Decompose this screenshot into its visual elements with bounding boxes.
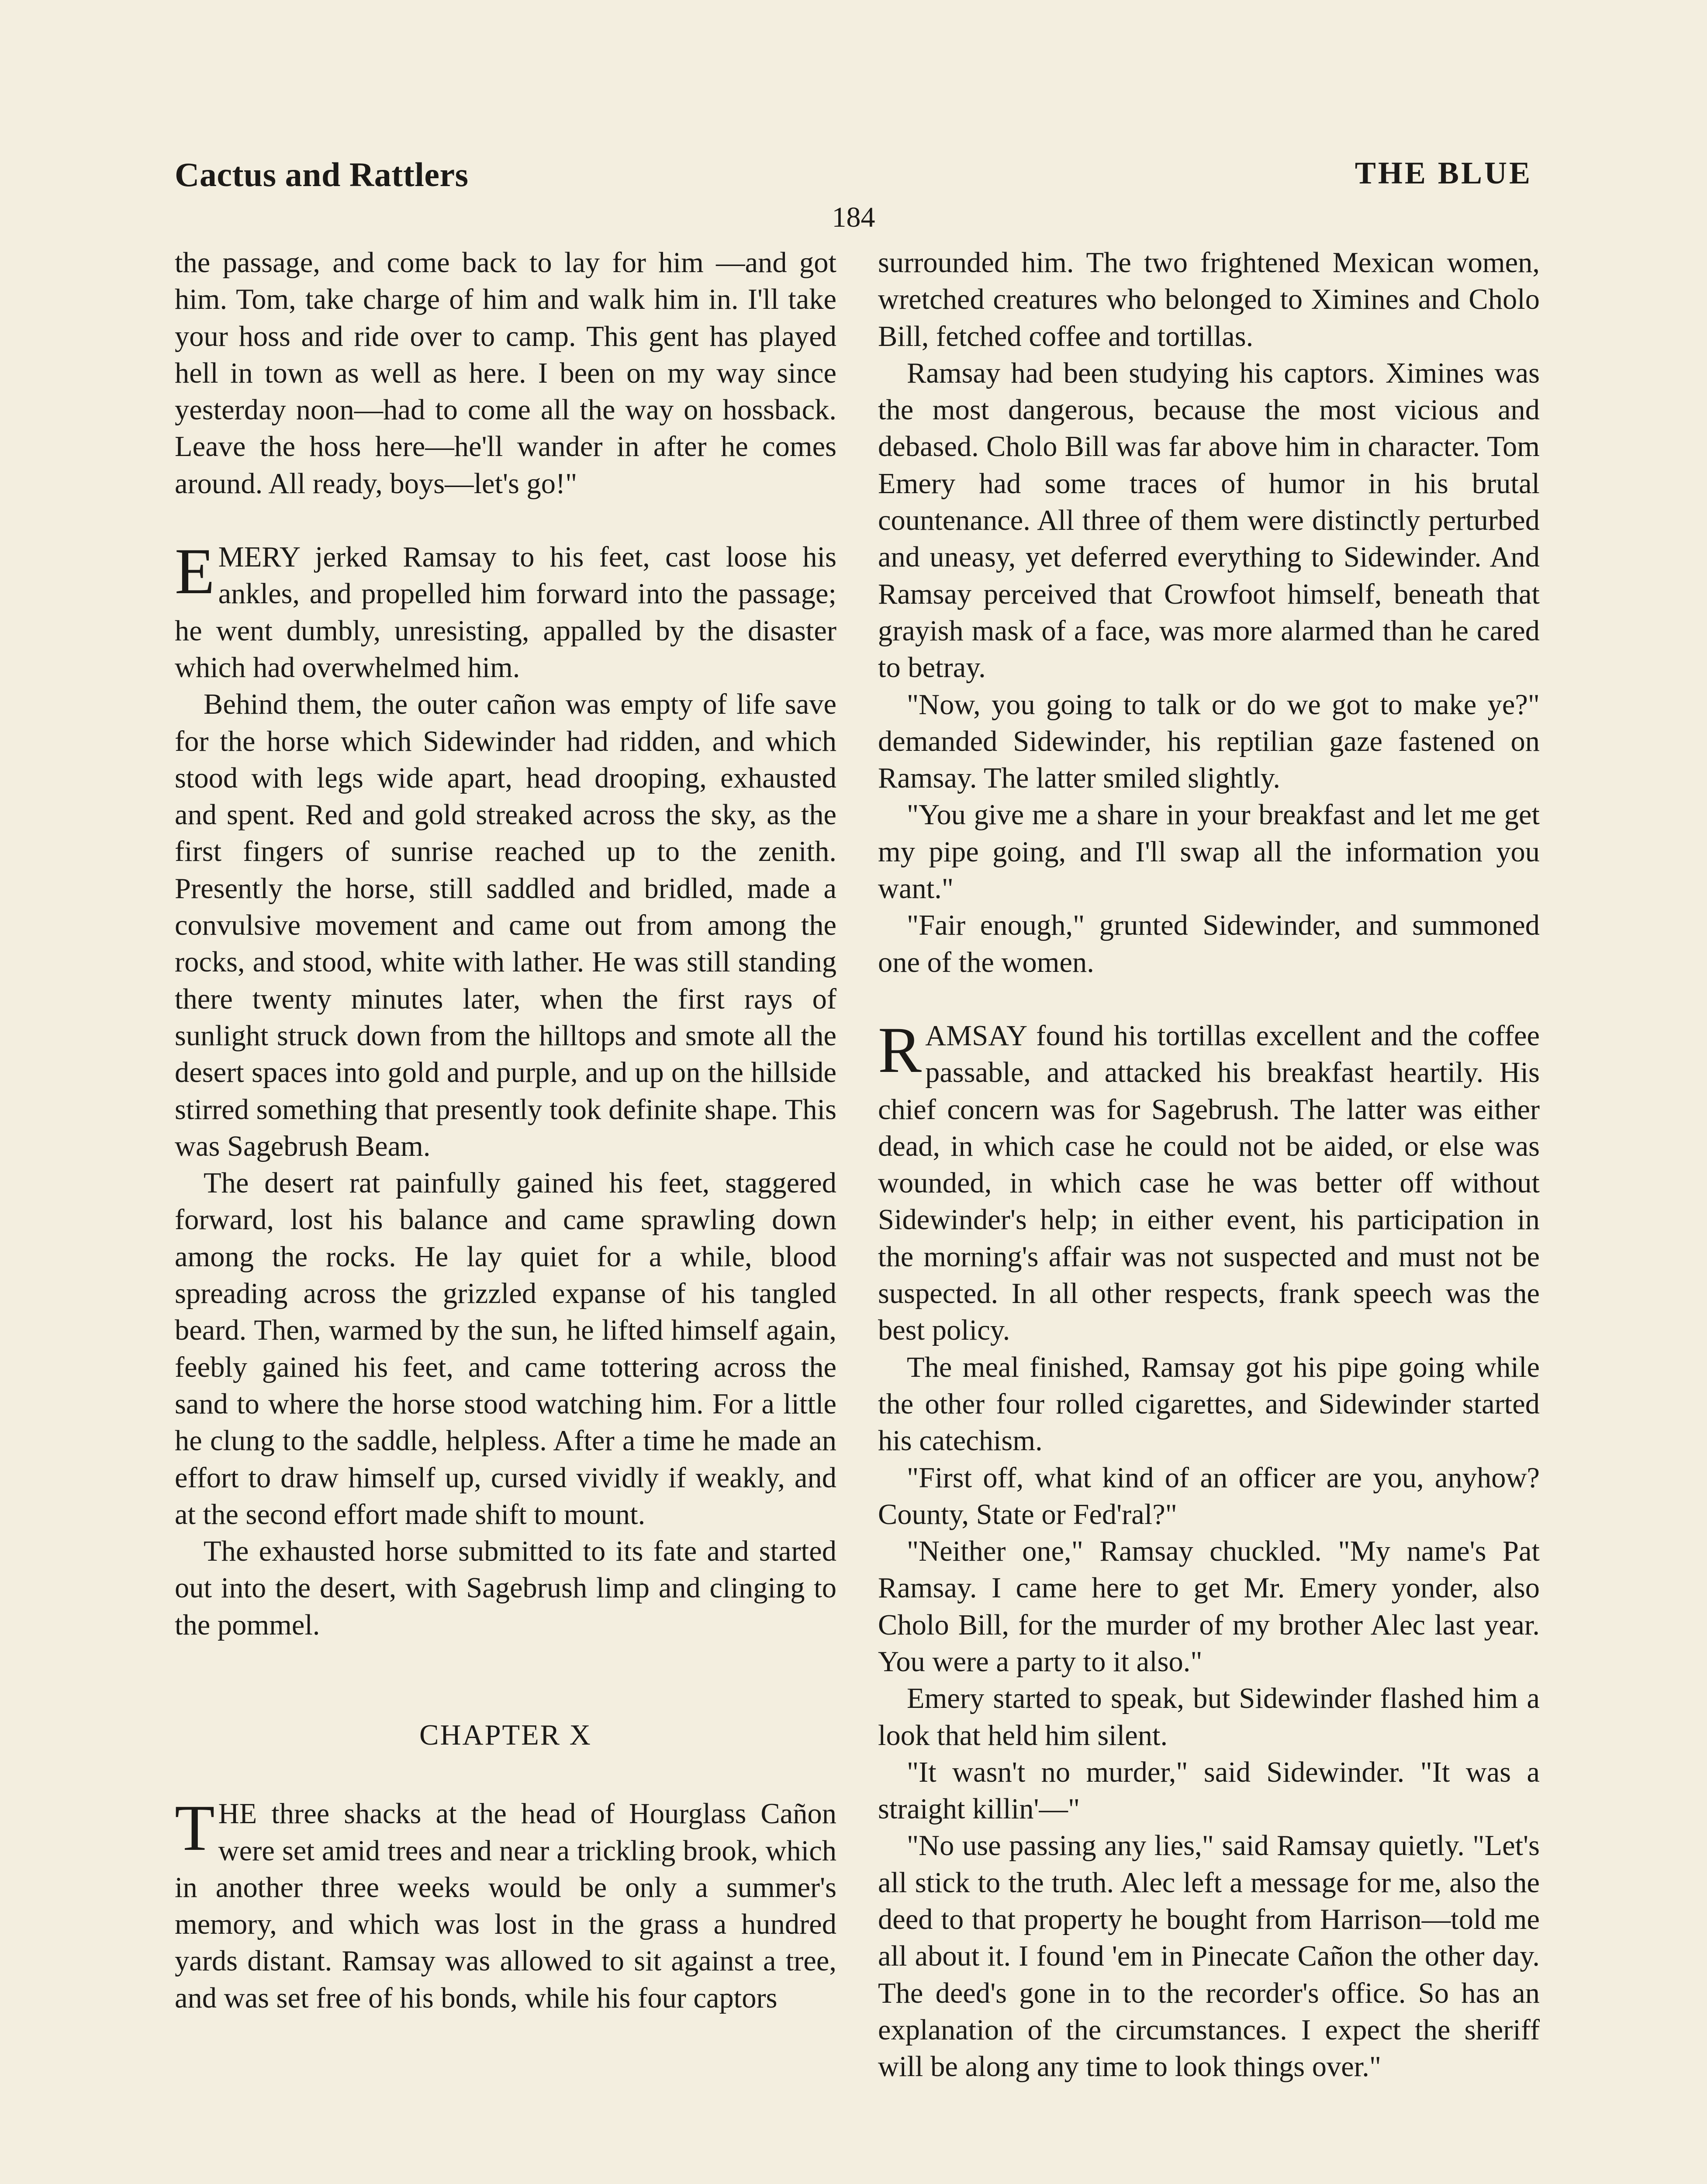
magazine-title: THE BLUE [1355, 156, 1532, 190]
paragraph-text: HE three shacks at the head of Hourglass Cañon were set amid trees and near a trickling brook, which in another three weeks would be only a summer's memory, and which was lost in the grass a hundred yards distant. Ramsay was allowed to sit against a tree, and was set free of his bonds, while his four captors [175, 1798, 836, 2014]
paragraph: "No use passing any lies," said Ramsay quietly. "Let's all stick to the truth. Alec left a message for me, also the deed to that property he bought from Harrison—told me all about it. I found 'em in Pinecate Cañon the other day. The deed's gone in to the recorder's office. So has an explanation of the circumstances. I expect the sheriff will be along any time to look things over." [878, 1830, 1540, 2083]
paragraph-text: MERY jerked Ramsay to his feet, cast loose his ankles, and propelled him forward into the passage; he went dumbly, unresisting, appalled by the disaster which had overwhelmed him. [175, 541, 836, 684]
paragraph: The meal finished, Ramsay got his pipe going while the other four rolled cigarettes, and Sidewinder started his catechism. [878, 1351, 1540, 1457]
paragraph-text: AMSAY found his tortillas excellent and the coffee passable, and attacked his breakfast heartily. His chief concern was for Sagebrush. The latter was either dead, in which case he could not be aided, or else was wounded, in which case he was better off without Sidewinder's help; in either event, his participation in the morning's affair was not suspected and must not be suspected. In all other respects, frank speech was the best policy. [878, 1019, 1540, 1347]
paragraph: "It wasn't no murder," said Sidewinder. "It was a straight killin'—" [878, 1756, 1540, 1825]
chapter-heading: CHAPTER X [419, 1719, 592, 1751]
paragraph: The desert rat painfully gained his feet, staggered forward, lost his balance and came sprawling down among the rocks. He lay quiet for a while, blood spreading across the grizzled expanse of his tangled beard. Then, warmed by the sun, he lifted himself again, feebly gained his feet, and came tottering across the sand to where the horse stood watching him. For a little he clung to the saddle, helpless. After a time he made an effort to draw himself up, cursed vividly if weakly, and at the second effort made shift to mount. [175, 1167, 836, 1531]
left-column [175, 245, 836, 2017]
drop-cap: E [175, 535, 215, 608]
paragraph: "Now, you going to talk or do we got to make ye?" demanded Sidewinder, his reptilian gaze fastened on Ramsay. The latter smiled slightly. [878, 688, 1540, 795]
paragraph: surrounded him. The two frightened Mexican women, wretched creatures who belonged to Ximines and Cholo Bill, fetched coffee and tortillas. [878, 247, 1540, 352]
paragraph: "Fair enough," grunted Sidewinder, and summoned one of the women. [878, 909, 1540, 978]
paragraph: "First off, what kind of an officer are you, anyhow? County, State or Fed'ral?" [878, 1462, 1540, 1531]
paragraph: the passage, and come back to lay for him —and got him. Tom, take charge of him and walk him in. I'll take your hoss and ride over to camp. This gent has played hell in town as well as here. I been on my way since yesterday noon—had to come all the way on hossback. Leave the hoss here—he'll wander in after he comes around. All ready, boys—let's go!" [175, 247, 836, 500]
paragraph: The exhausted horse submitted to its fate and started out into the desert, with Sagebrush limp and clinging to the pommel. [175, 1535, 836, 1641]
drop-cap: R [878, 1013, 922, 1086]
right-column [878, 245, 1540, 2086]
paragraph: Emery started to speak, but Sidewinder flashed him a look that held him silent. [878, 1683, 1540, 1752]
running-head [175, 155, 1532, 203]
paragraph: Ramsay had been studying his captors. Ximines was the most dangerous, because the most vicious and debased. Cholo Bill was far above him in character. Tom Emery had some traces of humor in his brutal countenance. All three of them were distinctly perturbed and uneasy, yet deferred everything to Sidewinder. And Ramsay perceived that Crowfoot himself, beneath that grayish mask of a face, was more alarmed than he cared to betray. [878, 357, 1540, 684]
paragraph: "You give me a share in your breakfast and let me get my pipe going, and I'll swap all the information you want." [878, 799, 1540, 905]
page-number: 184 [832, 201, 875, 233]
paragraph: Behind them, the outer cañon was empty of life save for the horse which Sidewinder had ridden, and which stood with legs wide apart, head drooping, exhausted and spent. Red and gold streaked across the sky, as the first fingers of sunrise reached up to the zenith. Presently the horse, still saddled and bridled, made a convulsive movement and came out from among the rocks, and stood, white with lather. He was still standing there twenty minutes later, when the first rays of sunlight struck down from the hilltops and smote all the desert spaces into gold and purple, and up on the hillside stirred something that presently took definite shape. This was Sagebrush Beam. [175, 688, 836, 1162]
paragraph-dropcap [175, 1792, 836, 2017]
paragraph-dropcap [878, 1013, 1540, 1349]
paragraph: "Neither one," Ramsay chuckled. "My name's Pat Ramsay. I came here to get Mr. Emery yonder, also Cholo Bill, for the murder of my brother Alec last year. You were a party to it also." [878, 1535, 1540, 1678]
paragraph-dropcap [175, 535, 836, 686]
story-title: Cactus and Rattlers [175, 156, 469, 194]
drop-cap: T [175, 1792, 215, 1865]
